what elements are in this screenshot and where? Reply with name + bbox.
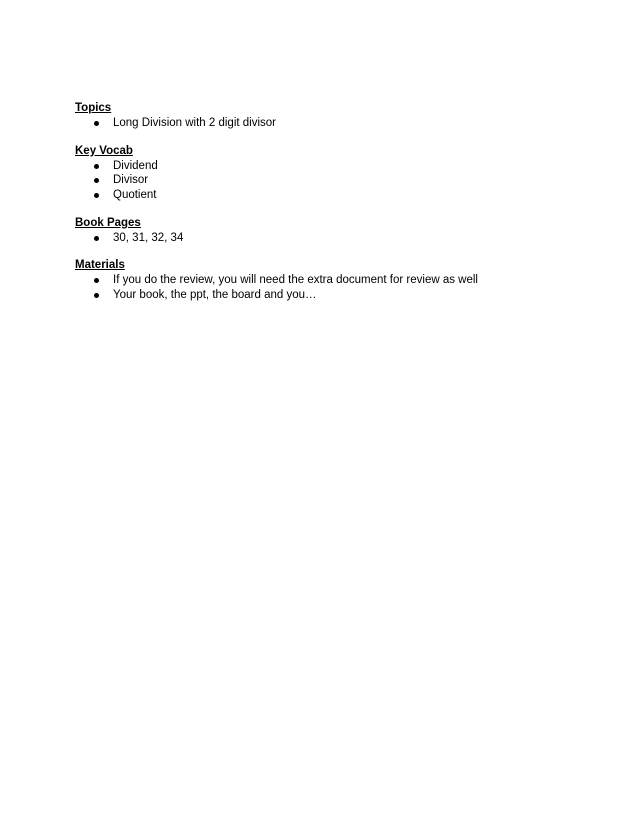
list-item-text: Quotient	[113, 189, 157, 202]
list-item	[75, 188, 595, 203]
list-item-text: Divisor	[113, 174, 149, 187]
bullet-icon	[94, 178, 99, 183]
section-heading: Book Pages	[75, 216, 141, 229]
section-heading: Topics	[75, 102, 112, 114]
bullet-list	[75, 231, 595, 246]
bullet-list	[75, 116, 595, 131]
list-item-text: If you do the review, you will need the extra document for review as well	[113, 274, 478, 287]
section-book-pages	[75, 216, 595, 246]
list-item	[75, 173, 595, 188]
bullet-icon	[94, 278, 99, 283]
list-item	[75, 159, 595, 174]
list-item	[75, 273, 595, 288]
list-item-text: Long Division with 2 digit divisor	[113, 117, 276, 129]
list-item-text: Dividend	[113, 159, 158, 172]
list-item-text: 30, 31, 32, 34	[113, 231, 184, 244]
bullet-icon	[94, 236, 99, 241]
bullet-list	[75, 159, 595, 203]
list-item	[75, 231, 595, 246]
section-heading: Key Vocab	[75, 144, 133, 157]
bullet-icon	[94, 164, 99, 169]
bullet-list	[75, 273, 595, 302]
section-heading: Materials	[75, 259, 125, 272]
bullet-icon	[94, 121, 99, 126]
section-key-vocab	[75, 144, 595, 203]
section-materials	[75, 258, 595, 302]
list-item	[75, 288, 595, 303]
document-body	[75, 101, 595, 316]
bullet-icon	[94, 193, 99, 198]
bullet-icon	[94, 293, 99, 298]
list-item	[75, 116, 595, 131]
section-topics	[75, 101, 595, 131]
list-item-text: Your book, the ppt, the board and you…	[113, 289, 317, 302]
